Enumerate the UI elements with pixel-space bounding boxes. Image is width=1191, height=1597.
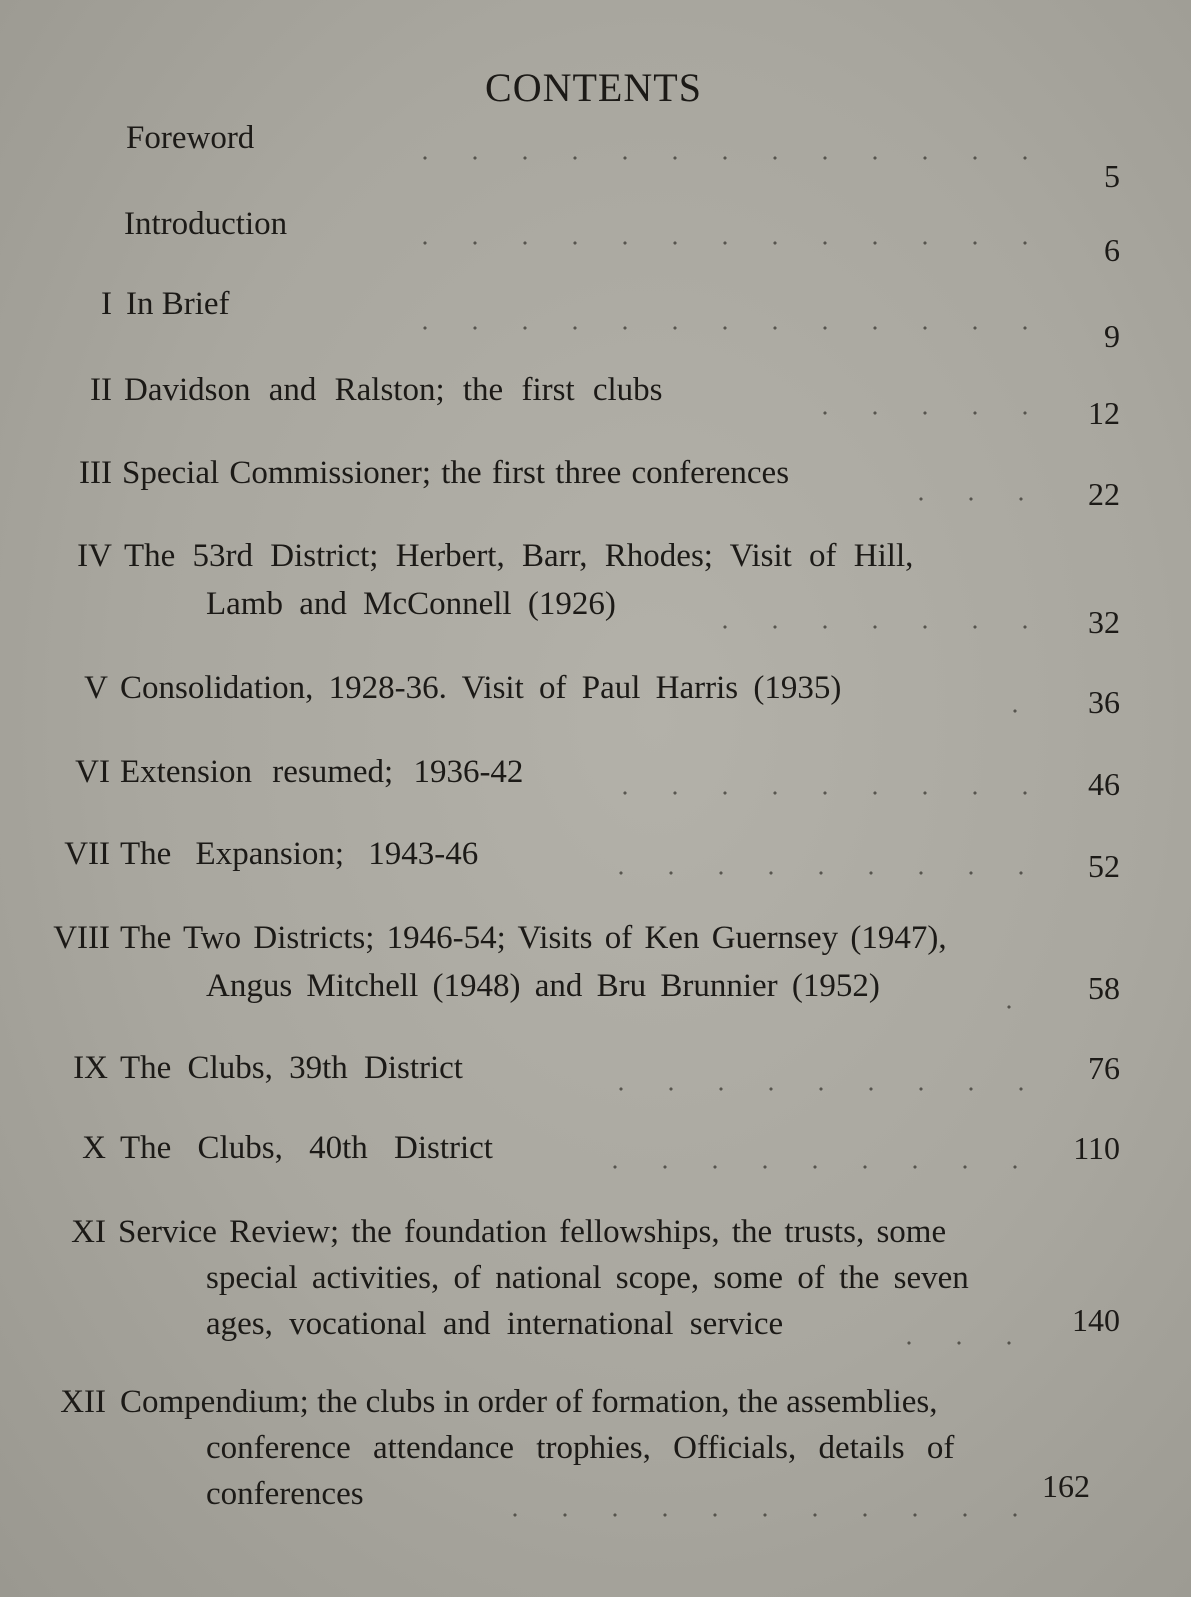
page-number: 52 bbox=[1088, 848, 1120, 884]
dot-leader bbox=[700, 624, 1040, 630]
page-number: 9 bbox=[1104, 318, 1120, 354]
entry-title: Davidson and Ralston; the first clubs bbox=[124, 372, 663, 408]
dot-leader bbox=[600, 790, 1040, 796]
entry-title: The Expansion; 1943-46 bbox=[120, 836, 479, 872]
entry-title: The Two Districts; 1946-54; Visits of Ken Guernsey (1947), bbox=[120, 920, 947, 956]
page-number: 162 bbox=[1042, 1468, 1090, 1504]
chapter-number: VII bbox=[64, 836, 110, 872]
dot-leader bbox=[400, 240, 1040, 246]
chapter-number: IX bbox=[73, 1050, 108, 1086]
entry-title-continued: special activities, of national scope, some of the seven bbox=[206, 1260, 969, 1296]
chapter-number: I bbox=[101, 286, 112, 322]
dot-leader bbox=[800, 410, 1040, 416]
chapter-number: IV bbox=[77, 538, 112, 574]
entry-title-continued: conferences bbox=[206, 1476, 364, 1512]
entry-title-continued: Angus Mitchell (1948) and Bru Brunnier (1952) bbox=[206, 968, 880, 1004]
entry-title: The 53rd District; Herbert, Barr, Rhodes; Visit of Hill, bbox=[124, 538, 914, 574]
entry-title-continued: conference attendance trophies, Officials, details of bbox=[206, 1430, 955, 1466]
dot-leader bbox=[400, 155, 1040, 161]
page-number: 12 bbox=[1088, 395, 1120, 431]
dot-leader bbox=[596, 870, 1040, 876]
dot-leader bbox=[884, 1340, 1040, 1346]
entry-title: Service Review; the foundation fellowships, the trusts, some bbox=[118, 1214, 947, 1250]
dot-leader bbox=[490, 1512, 1030, 1518]
chapter-number: II bbox=[90, 372, 112, 408]
page-title: CONTENTS bbox=[485, 65, 702, 110]
entry-title: Compendium; the clubs in order of formation, the assemblies, bbox=[120, 1384, 938, 1420]
entry-title-continued: ages, vocational and international service bbox=[206, 1306, 784, 1342]
page-number: 22 bbox=[1088, 476, 1120, 512]
dot-leader bbox=[596, 1086, 1040, 1092]
entry-title: Extension resumed; 1936-42 bbox=[120, 754, 524, 790]
page-number: 140 bbox=[1072, 1302, 1120, 1338]
entry-title: In Brief bbox=[126, 286, 230, 322]
page-number: 110 bbox=[1073, 1130, 1120, 1166]
chapter-number: VIII bbox=[53, 920, 110, 956]
entry-title: Foreword bbox=[126, 120, 255, 156]
chapter-number: III bbox=[79, 455, 112, 491]
chapter-number: VI bbox=[75, 754, 110, 790]
entry-title: The Clubs, 39th District bbox=[120, 1050, 463, 1086]
entry-title: The Clubs, 40th District bbox=[120, 1130, 493, 1166]
chapter-number: X bbox=[82, 1130, 106, 1166]
entry-title: Special Commissioner; the first three conferences bbox=[122, 455, 790, 491]
dot-leader bbox=[400, 325, 1040, 331]
page-number: 76 bbox=[1088, 1050, 1120, 1086]
page-number: 32 bbox=[1088, 604, 1120, 640]
chapter-number: V bbox=[84, 670, 108, 706]
page-number: 6 bbox=[1104, 232, 1120, 268]
page-number: 5 bbox=[1104, 158, 1120, 194]
page-number: 46 bbox=[1088, 766, 1120, 802]
chapter-number: XI bbox=[71, 1214, 106, 1250]
page-number: 36 bbox=[1088, 684, 1120, 720]
page-number: 58 bbox=[1088, 970, 1120, 1006]
entry-title-continued: Lamb and McConnell (1926) bbox=[206, 586, 616, 622]
chapter-number: XII bbox=[60, 1384, 106, 1420]
entry-title: Consolidation, 1928-36. Visit of Paul Harris (1935) bbox=[120, 670, 842, 706]
entry-title: Introduction bbox=[124, 206, 288, 242]
dot-leader bbox=[590, 1164, 1040, 1170]
